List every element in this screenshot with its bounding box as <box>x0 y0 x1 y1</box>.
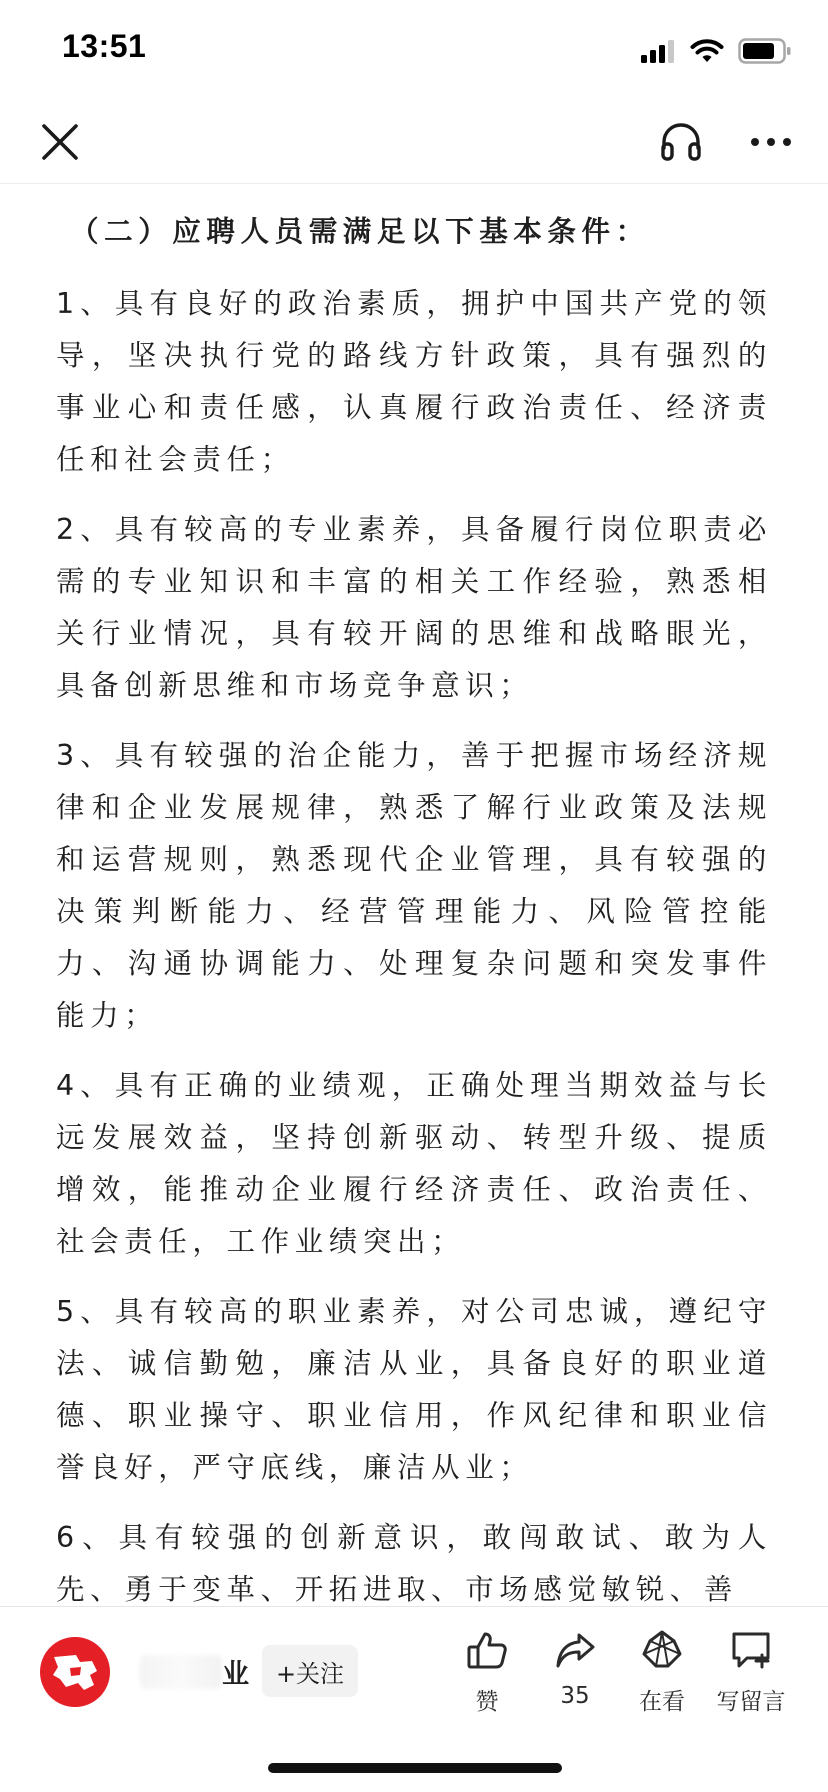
status-icons <box>640 36 792 66</box>
account-logo <box>40 1637 110 1707</box>
listen-button[interactable] <box>658 118 704 164</box>
wifi-icon <box>690 38 724 64</box>
nav-bar <box>0 100 828 184</box>
share-icon <box>554 1629 596 1671</box>
more-button[interactable] <box>748 120 794 164</box>
article-paragraph: 4、具有正确的业绩观，正确处理当期效益与长远发展效益，坚持创新驱动、转型升级、提质增效，能推动企业履行经济责任、政治责任、社会责任，工作业绩突出； <box>56 1069 772 1258</box>
article-body[interactable] <box>0 184 828 1606</box>
status-bar <box>0 0 828 100</box>
like-label: 赞 <box>475 1689 499 1715</box>
watch-label: 在看 <box>639 1689 685 1715</box>
thumbs-up-icon <box>466 1629 508 1671</box>
comment-icon <box>729 1629 773 1671</box>
headphones-icon <box>658 118 704 164</box>
close-icon <box>38 120 82 164</box>
account-name-obscured <box>140 1655 222 1689</box>
comment-button[interactable] <box>706 1629 796 1725</box>
article-section-heading: （二）应聘人员需满足以下基本条件： <box>70 215 650 248</box>
account-avatar[interactable] <box>40 1637 110 1707</box>
home-indicator[interactable] <box>268 1763 562 1773</box>
article-content <box>56 146 772 1634</box>
article-paragraph: 5、具有较高的职业素养，对公司忠诚，遵纪守法、诚信勤勉，廉洁从业，具备良好的职业道德、职业操守、职业信用，作风纪律和职业信誉良好，严守底线，廉洁从业； <box>56 1295 772 1484</box>
more-icon <box>748 120 794 164</box>
comment-label: 写留言 <box>716 1689 786 1715</box>
follow-button[interactable]: +关注 <box>262 1645 358 1697</box>
watch-button[interactable] <box>617 1629 707 1725</box>
close-button[interactable] <box>38 120 82 164</box>
status-time: 13:51 <box>62 28 147 64</box>
account-name[interactable]: 业 <box>222 1659 249 1690</box>
article-paragraph: 2、具有较高的专业素养，具备履行岗位职责必需的专业知识和丰富的相关工作经验，熟悉相关行业情况，具有较开阔的思维和战略眼光，具备创新思维和市场竞争意识； <box>56 513 772 702</box>
cellular-signal-icon <box>640 39 676 63</box>
share-button[interactable] <box>530 1629 620 1725</box>
share-count: 35 <box>560 1683 590 1709</box>
battery-icon <box>738 38 792 64</box>
wow-icon <box>641 1629 683 1671</box>
like-button[interactable] <box>442 1629 532 1725</box>
article-paragraph: 6、具有较强的创新意识，敢闯敢试、敢为人先、勇于变革、开拓进取、市场感觉敏锐、善 <box>56 1521 772 1606</box>
article-paragraph: 1、具有良好的政治素质，拥护中国共产党的领导，坚决执行党的路线方针政策，具有强烈的事业心和责任感，认真履行政治责任、经济责任和社会责任； <box>56 287 772 476</box>
article-paragraph: 3、具有较强的治企能力，善于把握市场经济规律和企业发展规律，熟悉了解行业政策及法规和运营规则，熟悉现代企业管理，具有较强的决策判断能力、经营管理能力、风险管控能力、沟通协调能力、处理复杂问题和突发事件能力； <box>56 739 772 1032</box>
